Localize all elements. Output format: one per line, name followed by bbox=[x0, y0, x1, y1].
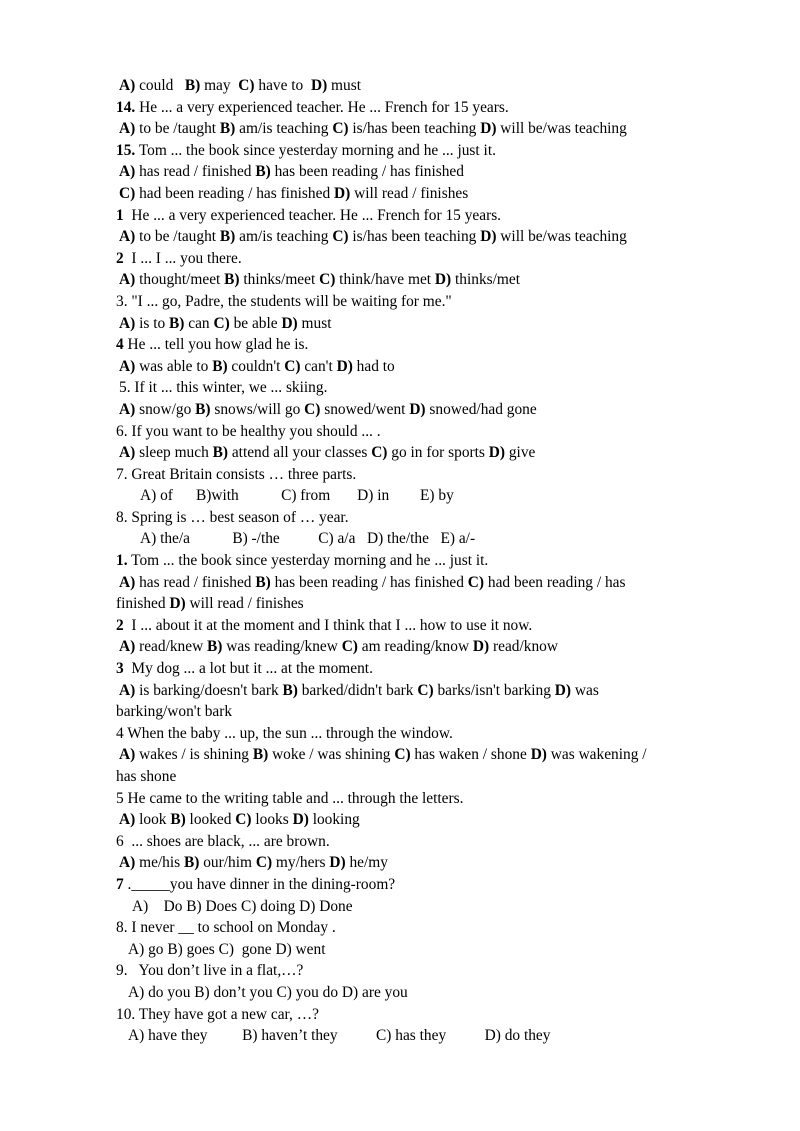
line-text: will read / finishes bbox=[185, 595, 304, 613]
bold-label: 15. bbox=[116, 141, 136, 159]
bold-label: D) bbox=[480, 228, 497, 246]
text-line bbox=[116, 269, 716, 291]
text-line bbox=[116, 377, 716, 399]
bold-label: A) bbox=[119, 573, 136, 591]
bold-label: D) bbox=[434, 271, 452, 289]
line-text: has shone bbox=[116, 768, 177, 785]
text-line bbox=[116, 183, 716, 205]
line-text: 10. They have got a new car, …? bbox=[116, 1005, 319, 1023]
line-text: was bbox=[571, 681, 599, 699]
line-text: has read / finished bbox=[135, 163, 256, 181]
line-text: looked bbox=[185, 811, 236, 829]
line-text: looks bbox=[251, 811, 293, 829]
line-text: 6 ... shoes are black, ... are brown. bbox=[116, 832, 330, 850]
line-text: go in for sports bbox=[387, 444, 489, 462]
line-text: to be /taught bbox=[135, 120, 220, 138]
line-text: had to bbox=[352, 357, 395, 375]
line-text: barking/won't bark bbox=[116, 703, 233, 721]
line-text: was wakening / bbox=[546, 746, 647, 764]
bold-label: A) bbox=[119, 120, 136, 138]
bold-label: D) bbox=[409, 400, 426, 418]
line-text: 5 He came to the writing table and ... through the letters. bbox=[116, 789, 464, 807]
line-text: had been reading / has bbox=[484, 573, 626, 591]
bold-label: C) bbox=[304, 400, 321, 418]
line-text: sleep much bbox=[135, 444, 213, 462]
line-text: I ... about it at the moment and I think that I ... how to use it now. bbox=[123, 616, 533, 634]
bold-label: B) bbox=[195, 400, 211, 418]
bold-label: C) bbox=[371, 444, 388, 462]
line-text: 8. I never __ to school on Monday . bbox=[116, 919, 336, 937]
line-text: finished bbox=[116, 595, 170, 613]
bold-label: C) bbox=[417, 681, 434, 699]
bold-label: B) bbox=[212, 444, 228, 462]
line-text: may bbox=[200, 77, 239, 94]
line-text: must bbox=[327, 77, 361, 94]
text-line bbox=[116, 809, 716, 831]
bold-label: B) bbox=[184, 854, 200, 872]
bold-label: A) bbox=[119, 638, 136, 656]
bold-label: D) bbox=[169, 595, 186, 613]
line-text: look bbox=[135, 811, 171, 829]
bold-label: B) bbox=[219, 120, 236, 138]
line-text: could bbox=[135, 77, 185, 94]
bold-label: 2 bbox=[116, 249, 124, 267]
bold-label: C) bbox=[394, 746, 411, 764]
line-text: read/know bbox=[489, 638, 558, 656]
line-text: 3. "I ... go, Padre, the students will be waiting for me." bbox=[116, 292, 452, 310]
line-text: have to bbox=[254, 77, 311, 94]
bold-label: A) bbox=[119, 746, 136, 764]
bold-label: 3 bbox=[116, 660, 124, 678]
text-line bbox=[116, 334, 716, 356]
bold-label: 14. bbox=[116, 98, 136, 116]
bold-label: D) bbox=[336, 357, 353, 375]
bold-label: D) bbox=[530, 746, 547, 764]
bold-label: A) bbox=[119, 681, 136, 699]
line-text: looking bbox=[308, 811, 360, 829]
text-line bbox=[116, 118, 716, 140]
text-line bbox=[116, 788, 716, 810]
line-text: my/hers bbox=[272, 854, 330, 872]
line-text: A) do you B) don’t you C) you do D) are you bbox=[128, 983, 408, 1001]
text-line bbox=[116, 507, 716, 529]
line-text: was able to bbox=[135, 357, 213, 375]
bold-label: B) bbox=[170, 811, 186, 829]
bold-label: B) bbox=[252, 746, 269, 764]
bold-label: D) bbox=[333, 184, 351, 202]
bold-label: C) bbox=[238, 77, 255, 94]
line-text: had been reading / has finished bbox=[135, 184, 334, 202]
bold-label: D) bbox=[292, 811, 309, 829]
line-text: 4 When the baby ... up, the sun ... through the window. bbox=[116, 724, 453, 742]
bold-label: B) bbox=[207, 638, 223, 656]
line-text: is/has been teaching bbox=[348, 120, 481, 138]
text-line bbox=[116, 97, 716, 119]
text-line bbox=[116, 831, 716, 853]
bold-label: C) bbox=[119, 184, 136, 202]
bold-label: 1 bbox=[116, 206, 124, 224]
bold-label: 1. bbox=[116, 552, 128, 570]
line-text: couldn't bbox=[227, 357, 285, 375]
line-text: thought/meet bbox=[135, 271, 225, 289]
text-line bbox=[116, 356, 716, 378]
line-text: has been reading / has finished bbox=[270, 163, 464, 181]
line-text: 9. You don’t live in a flat,…? bbox=[116, 962, 304, 980]
bold-label: D) bbox=[329, 854, 346, 872]
text-line bbox=[116, 960, 716, 982]
text-line bbox=[116, 982, 716, 1004]
line-text: our/him bbox=[199, 854, 256, 872]
text-line bbox=[116, 291, 716, 313]
line-text: I ... I ... you there. bbox=[123, 249, 242, 267]
bold-label: A) bbox=[119, 77, 136, 94]
line-text: snowed/went bbox=[320, 400, 410, 418]
bold-label: A) bbox=[119, 854, 136, 872]
line-text: 8. Spring is … best season of … year. bbox=[116, 508, 349, 526]
text-line bbox=[116, 939, 716, 961]
line-text: am/is teaching bbox=[235, 228, 333, 246]
line-text: Tom ... the book since yesterday morning and he ... just it. bbox=[127, 552, 489, 570]
line-text: has been reading / has finished bbox=[270, 573, 468, 591]
line-text: was reading/knew bbox=[222, 638, 342, 656]
bold-label: A) bbox=[119, 811, 136, 829]
bold-label: A) bbox=[119, 357, 136, 375]
bold-label: B) bbox=[224, 271, 240, 289]
text-line bbox=[116, 442, 716, 464]
bold-label: C) bbox=[319, 271, 336, 289]
bold-label: D) bbox=[310, 77, 328, 94]
text-line bbox=[116, 75, 716, 97]
bold-label: C) bbox=[341, 638, 358, 656]
line-text: 5. If it ... this winter, we ... skiing. bbox=[119, 379, 328, 397]
bold-label: C) bbox=[284, 357, 301, 375]
line-text: A) have they B) haven’t they C) has they D) do they bbox=[128, 1027, 551, 1045]
line-text: think/have met bbox=[335, 271, 435, 289]
bold-label: A) bbox=[119, 444, 136, 462]
text-line bbox=[116, 1004, 716, 1026]
text-line bbox=[116, 248, 716, 270]
bold-label: C) bbox=[255, 854, 273, 872]
line-text: He ... a very experienced teacher. He ... French for 15 years. bbox=[135, 98, 509, 116]
line-text: is barking/doesn't bark bbox=[135, 681, 283, 699]
line-text: A) of B)with C) from D) in E) by bbox=[140, 487, 454, 505]
text-line bbox=[116, 680, 716, 702]
line-text: read/knew bbox=[135, 638, 208, 656]
line-text: be able bbox=[229, 314, 282, 332]
bold-label: D) bbox=[472, 638, 490, 656]
line-text: Tom ... the book since yesterday morning and he ... just it. bbox=[135, 141, 496, 159]
text-line bbox=[116, 550, 716, 572]
bold-label: A) bbox=[119, 228, 136, 246]
bold-label: B) bbox=[282, 681, 298, 699]
text-line bbox=[116, 896, 716, 918]
text-line bbox=[116, 572, 716, 594]
bold-label: D) bbox=[480, 120, 497, 138]
line-text: 6. If you want to be healthy you should ... . bbox=[116, 422, 381, 440]
line-text: woke / was shining bbox=[268, 746, 395, 764]
line-text: wakes / is shining bbox=[135, 746, 253, 764]
text-line bbox=[116, 485, 716, 507]
bold-label: B) bbox=[255, 163, 271, 181]
bold-label: B) bbox=[169, 314, 185, 332]
line-text: snow/go bbox=[135, 400, 196, 418]
text-line bbox=[116, 636, 716, 658]
text-line bbox=[116, 313, 716, 335]
text-line bbox=[116, 205, 716, 227]
line-text: barked/didn't bark bbox=[297, 681, 418, 699]
line-text: must bbox=[297, 314, 332, 332]
line-text: barks/isn't barking bbox=[433, 681, 555, 699]
bold-label: B) bbox=[184, 77, 201, 94]
line-text: He ... tell you how glad he is. bbox=[123, 336, 309, 354]
line-text: give bbox=[505, 444, 536, 462]
text-line bbox=[116, 593, 716, 615]
bold-label: B) bbox=[219, 228, 236, 246]
bold-label: D) bbox=[554, 681, 572, 699]
line-text: ._____you have dinner in the dining-room? bbox=[123, 875, 396, 893]
line-text: me/his bbox=[135, 854, 184, 872]
text-line bbox=[116, 917, 716, 939]
text-line bbox=[116, 226, 716, 248]
bold-label: A) bbox=[119, 163, 136, 181]
text-line bbox=[116, 1025, 716, 1047]
bold-label: C) bbox=[213, 314, 230, 332]
line-text: will read / finishes bbox=[350, 184, 469, 202]
text-line bbox=[116, 161, 716, 183]
text-line bbox=[116, 701, 716, 723]
line-text: attend all your classes bbox=[228, 444, 372, 462]
line-text: is/has been teaching bbox=[348, 228, 481, 246]
line-text: 7. Great Britain consists … three parts. bbox=[116, 465, 357, 483]
bold-label: 4 bbox=[116, 336, 124, 354]
line-text: has waken / shone bbox=[410, 746, 531, 764]
line-text: will be/was teaching bbox=[496, 120, 627, 138]
line-text: thinks/met bbox=[451, 271, 521, 289]
text-line bbox=[116, 852, 716, 874]
bold-label: 7 bbox=[116, 875, 124, 893]
line-text: is to bbox=[135, 314, 170, 332]
line-text: can't bbox=[300, 357, 337, 375]
line-text: am reading/know bbox=[357, 638, 473, 656]
line-text: My dog ... a lot but it ... at the moment. bbox=[123, 660, 373, 678]
line-text: to be /taught bbox=[135, 228, 220, 246]
text-line bbox=[116, 140, 716, 162]
bold-label: B) bbox=[255, 573, 271, 591]
bold-label: A) bbox=[119, 314, 136, 332]
line-text: A) the/a B) -/the C) a/a D) the/the E) a/- bbox=[140, 530, 476, 548]
line-text: snowed/had gone bbox=[425, 400, 537, 418]
bold-label: C) bbox=[467, 573, 485, 591]
line-text: he/my bbox=[345, 854, 388, 872]
text-line bbox=[116, 421, 716, 443]
text-line bbox=[116, 744, 716, 766]
bold-label: C) bbox=[332, 120, 349, 138]
bold-label: D) bbox=[488, 444, 506, 462]
line-text: has read / finished bbox=[135, 573, 256, 591]
line-text: A) Do B) Does C) doing D) Done bbox=[132, 897, 353, 915]
text-line bbox=[116, 399, 716, 421]
text-line bbox=[116, 766, 716, 788]
bold-label: C) bbox=[235, 811, 252, 829]
text-line bbox=[116, 615, 716, 637]
line-text: A) go B) goes C) gone D) went bbox=[128, 940, 326, 958]
text-line bbox=[116, 723, 716, 745]
bold-label: B) bbox=[212, 357, 228, 375]
bold-label: 2 bbox=[116, 616, 124, 634]
bold-label: D) bbox=[281, 314, 298, 332]
line-text: thinks/meet bbox=[239, 271, 320, 289]
text-line bbox=[116, 528, 716, 550]
bold-label: A) bbox=[119, 400, 136, 418]
line-text: snows/will go bbox=[210, 400, 305, 418]
text-line bbox=[116, 464, 716, 486]
line-text: will be/was teaching bbox=[496, 228, 627, 246]
line-text: can bbox=[184, 314, 214, 332]
line-text: He ... a very experienced teacher. He ... French for 15 years. bbox=[123, 206, 502, 224]
line-text: am/is teaching bbox=[235, 120, 333, 138]
text-line bbox=[116, 658, 716, 680]
quiz-text bbox=[116, 75, 716, 1047]
bold-label: A) bbox=[119, 271, 136, 289]
text-line bbox=[116, 874, 716, 896]
bold-label: C) bbox=[332, 228, 349, 246]
